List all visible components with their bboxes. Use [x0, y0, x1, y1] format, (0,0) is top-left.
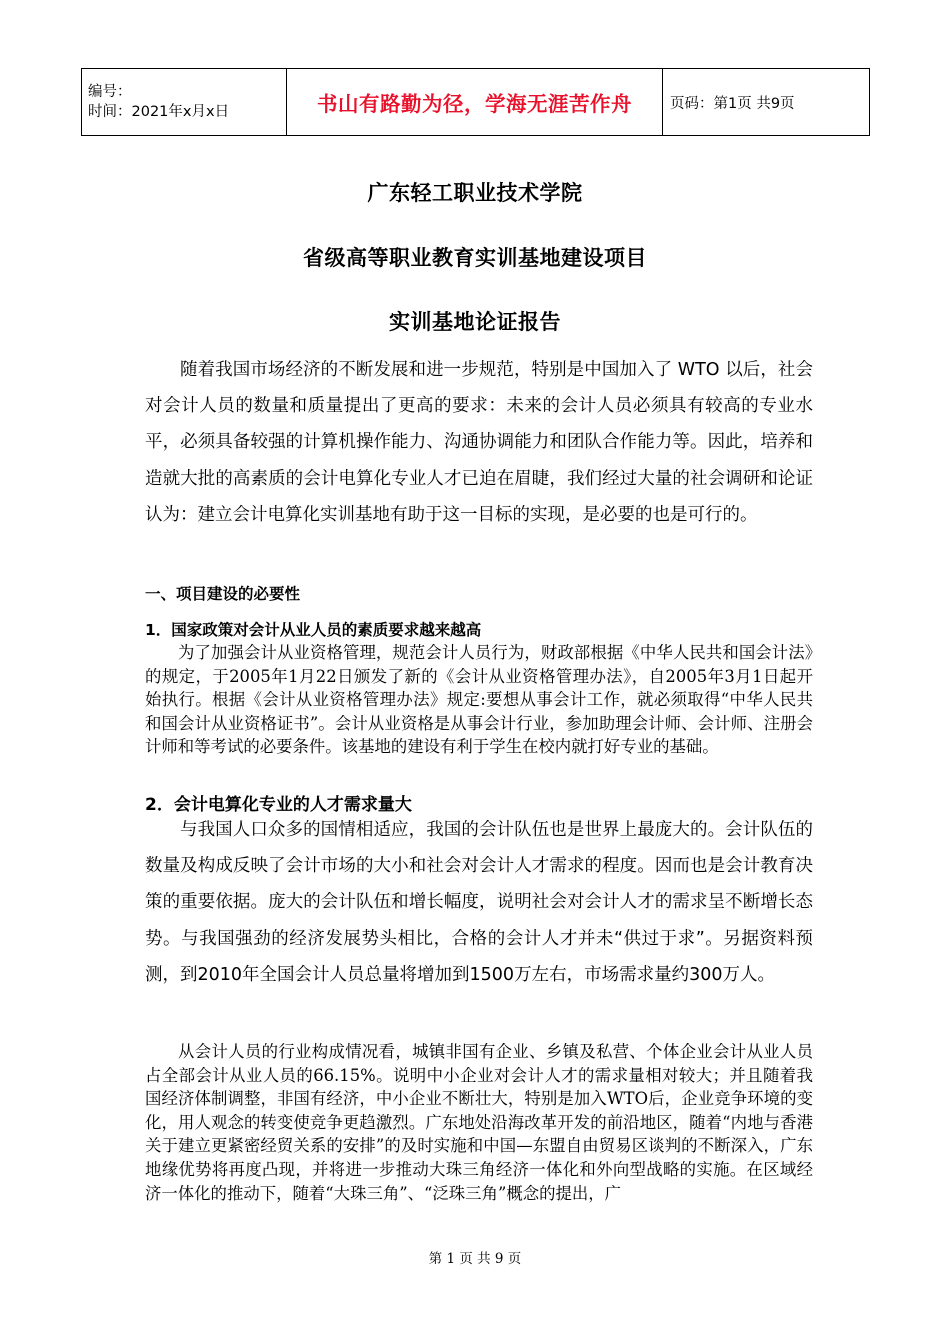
title-report: 实训基地论证报告	[389, 310, 561, 334]
title-project: 省级高等职业教育实训基地建设项目	[303, 246, 647, 270]
intro-paragraph: 随着我国市场经济的不断发展和进一步规范，特别是中国加入了 WTO 以后，社会对会计人员的数量和质量提出了更高的要求：未来的会计人员必须具有较高的专业水平，必须具备较强的计算机操作能力、沟通协调能力和团队合作能力等。因此，培养和造就大批的高素质的会计电算化专业人才已迫在眉睫，我们经过大量的社会调研和论证认为：建立会计电算化实训基地有助于这一目标的实现，是必要的也是可行的。	[145, 360, 813, 525]
header-left-cell	[82, 69, 287, 136]
motto: 书山有路勤为径，学海无涯苦作舟	[287, 69, 663, 136]
time-label: 时间：2021年x月x日	[88, 104, 230, 120]
policy-paragraph: 为了加强会计从业资格管理，规范会计人员行为，财政部根据《中华人民共和国会计法》的规定，于2005年1月22日颁发了新的《会计从业资格管理办法》，自2005年3月1日起开始执行。根据《会计从业资格管理办法》规定:要想从事会计工作，就必须取得“中华人民共和国会计从业资格证书”。会计从业资格是从事会计行业，参加助理会计师、会计师、注册会计师和等考试的必要条件。该基地的建设有利于学生在校内就打好专业的基础。	[145, 643, 813, 757]
demand-paragraph-2: 从会计人员的行业构成情况看，城镇非国有企业、乡镇及私营、个体企业会计从业人员占全部会计从业人员的66.15%。说明中小企业对会计人才的需求量相对较大；并且随着我国经济体制调整，非国有经济，中小企业不断壮大，特别是加入WTO后，企业竞争环境的变化，用人观念的转变使竞争更趋激烈。广东地处沿海改革开发的前沿地区，随着“内地与香港关于建立更紧密经贸关系的安排”的及时实施和中国—东盟自由贸易区谈判的不断深入，广东地缘优势将再度凸现，并将进一步推动大珠三角经济一体化和外向型战略的实施。在区域经济一体化的推动下，随着“大珠三角”、“泛珠三角”概念的提出，广	[145, 1042, 813, 1203]
page-footer: 第 1 页 共 9 页	[428, 1251, 522, 1267]
page-info: 页码：第1页 共9页	[663, 69, 870, 136]
subsection-heading-policy: 1．国家政策对会计从业人员的素质要求越来越高	[145, 621, 482, 639]
code-label: 编号：	[88, 84, 132, 100]
title-institution: 广东轻工职业技术学院	[367, 181, 583, 205]
header-table	[81, 68, 870, 136]
section-heading-necessity: 一、项目建设的必要性	[145, 585, 301, 603]
demand-paragraph-1: 与我国人口众多的国情相适应，我国的会计队伍也是世界上最庞大的。会计队伍的数量及构成反映了会计市场的大小和社会对会计人才需求的程度。因而也是会计教育决策的重要依据。庞大的会计队伍和增长幅度，说明社会对会计人才的需求呈不断增长态势。与我国强劲的经济发展势头相比，合格的会计人才并未“供过于求”。另据资料预测，到2010年全国会计人员总量将增加到1500万左右，市场需求量约300万人。	[145, 820, 813, 985]
subsection-heading-demand: 2．会计电算化专业的人才需求量大	[145, 795, 412, 815]
